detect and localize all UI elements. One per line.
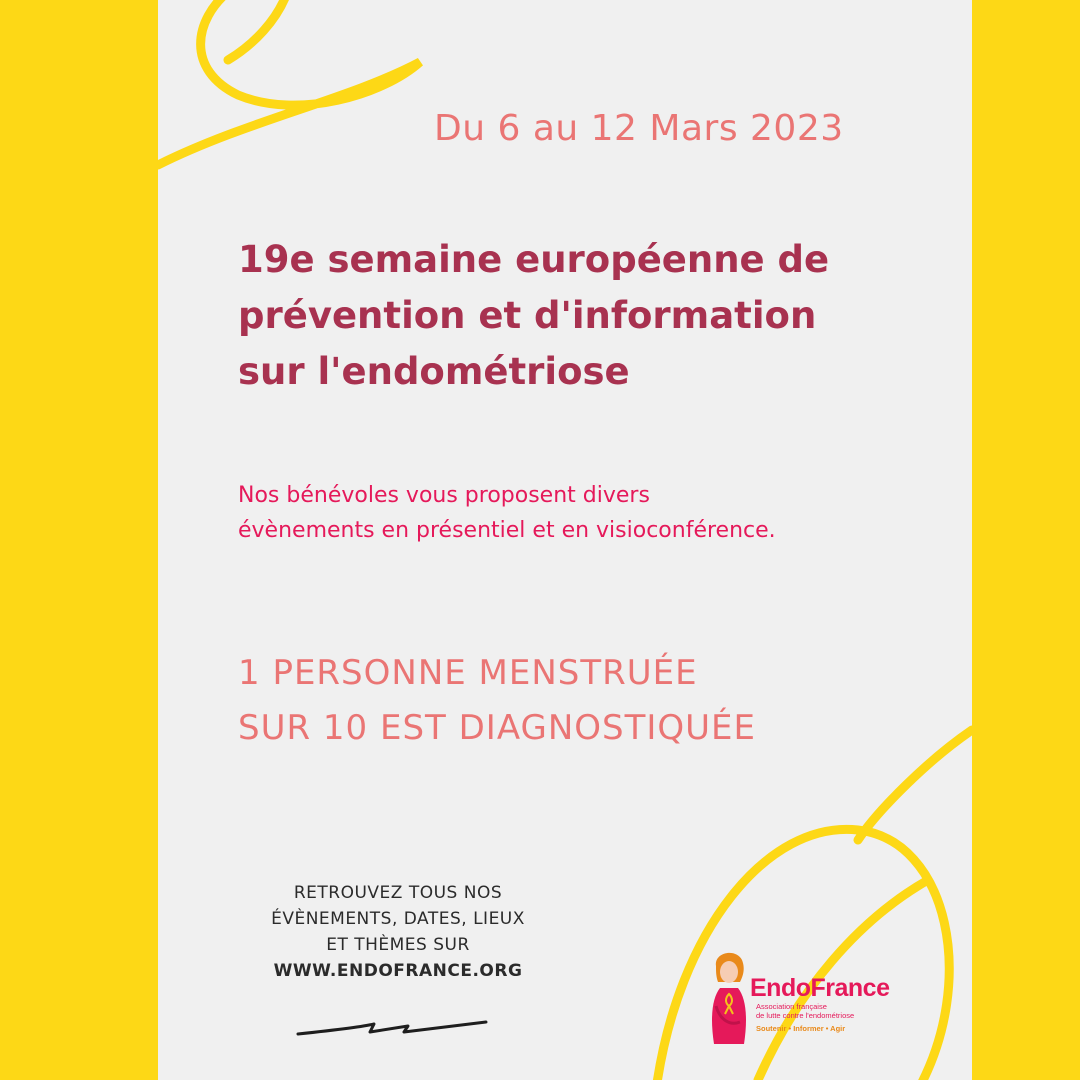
endofrance-logo[interactable] — [706, 948, 906, 1048]
footer-note — [218, 880, 578, 984]
event-dates: Du 6 au 12 Mars 2023 — [434, 108, 844, 149]
poster-card — [158, 0, 972, 1080]
intro-text — [238, 478, 898, 548]
squiggle-divider-icon — [296, 1012, 496, 1042]
title-line: sur l'endométriose — [238, 350, 630, 393]
logo-tagline: Soutenir • Informer • Agir — [756, 1024, 846, 1033]
woman-ribbon-icon — [706, 948, 752, 1044]
logo-subtitle — [756, 1003, 854, 1020]
logo-name: EndoFrance — [750, 974, 890, 1002]
footer-line: RETROUVEZ TOUS NOS — [293, 883, 503, 903]
title-line: 19e semaine européenne de — [238, 238, 830, 281]
stat-line: SUR 10 EST DIAGNOSTIQUÉE — [238, 708, 757, 748]
footer-line: ET THÈMES SUR — [326, 935, 470, 955]
stat-line: 1 PERSONNE MENSTRUÉE — [238, 653, 698, 693]
intro-line: évènements en présentiel et en visioconférence. — [238, 518, 776, 543]
logo-subtitle-line: de lutte contre l'endométriose — [756, 1010, 855, 1020]
title-line: prévention et d'information — [238, 294, 817, 337]
statistic-text — [238, 646, 918, 756]
intro-line: Nos bénévoles vous proposent divers — [238, 483, 650, 508]
page-title — [238, 232, 918, 400]
footer-line: ÉVÈNEMENTS, DATES, LIEUX — [271, 909, 525, 929]
website-link[interactable]: WWW.ENDOFRANCE.ORG — [273, 961, 523, 981]
logo-subtitle-line: Association française — [756, 1002, 827, 1011]
